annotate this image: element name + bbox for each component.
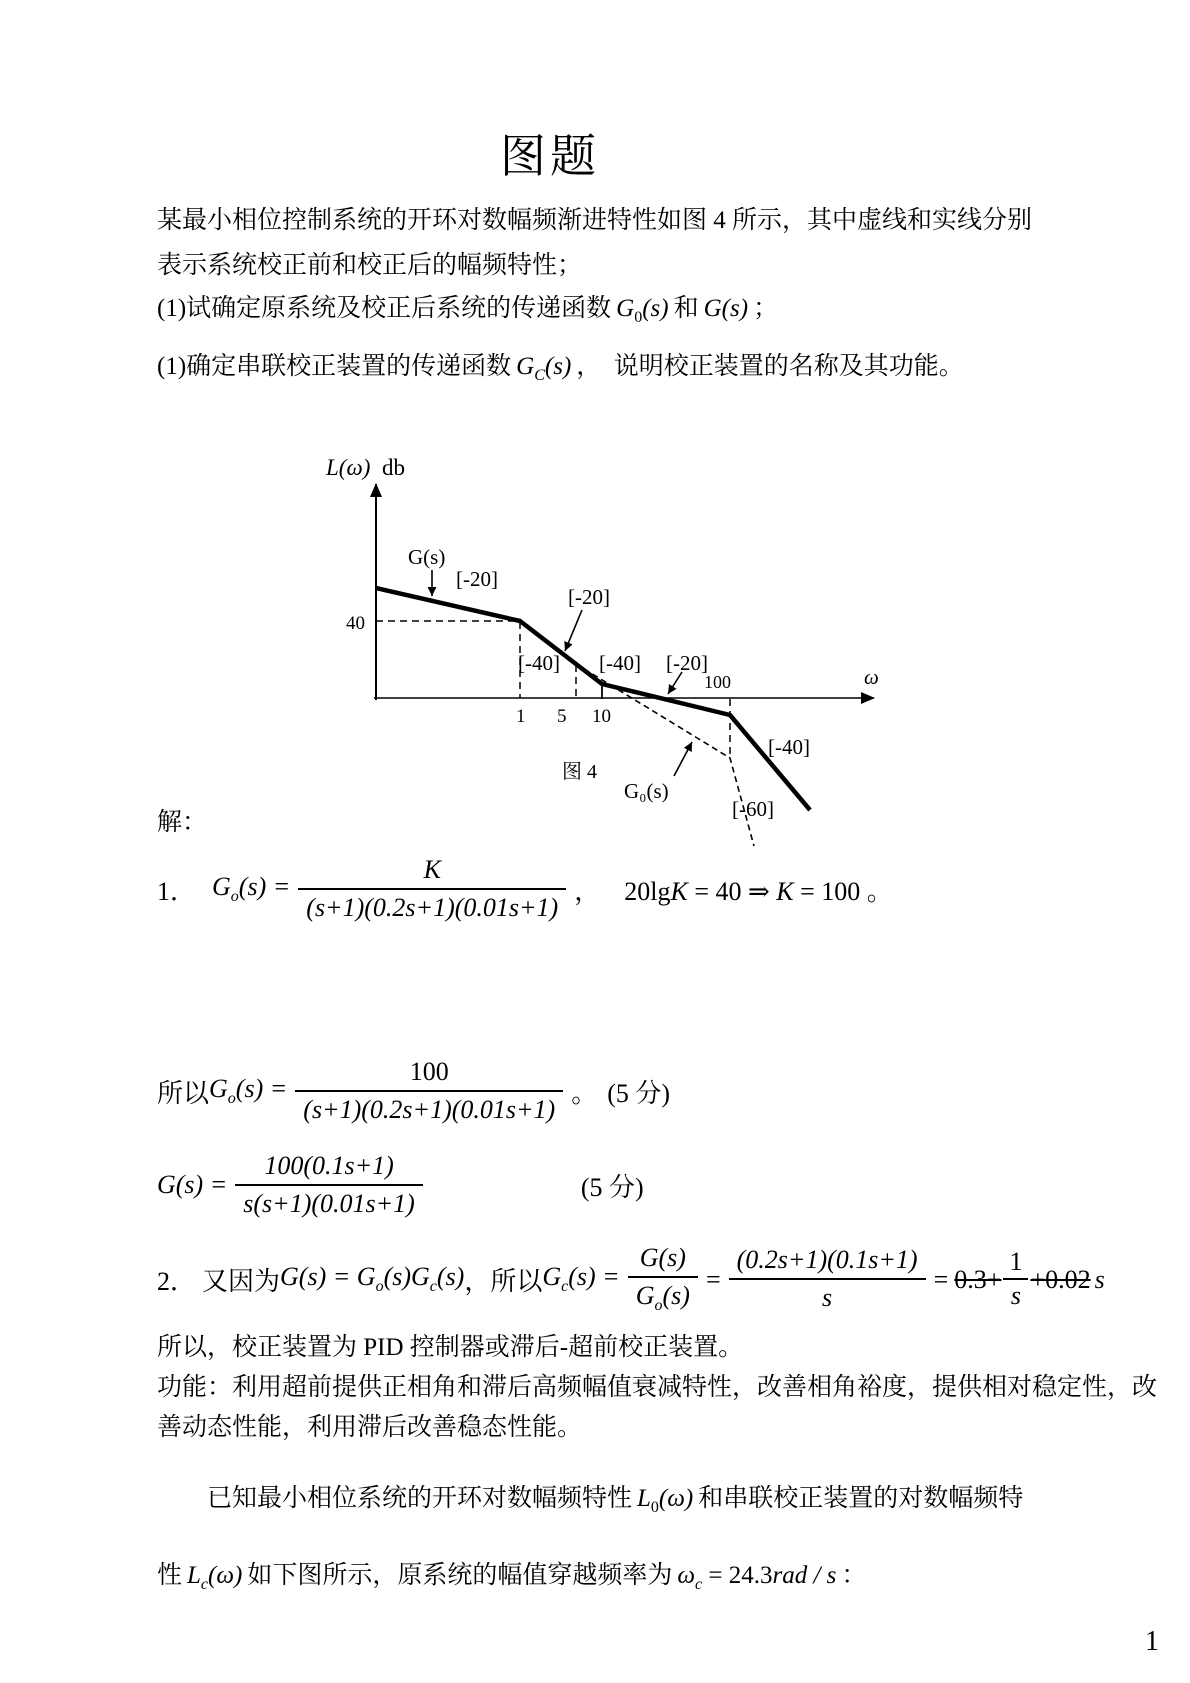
- eq1-lhs: $G_o(s)$ =: [212, 872, 291, 906]
- eq2-fraction: $\frac{100}{(s+1)(0.2s+1)(0.01s+1)}$: [295, 1058, 563, 1124]
- intro-line-1: 某最小相位控制系统的开环对数幅频渐进特性如图 4 所示，其中虚线和实线分别: [157, 207, 1033, 234]
- arrow-minus20-dashed: [565, 610, 582, 651]
- label-Gs: G(s): [408, 545, 446, 569]
- eq3-lhs: G(s) =: [157, 1170, 228, 1200]
- conclusion-line-1: 所以，校正装置为 PID 控制器或滞后-超前校正装置。: [157, 1334, 744, 1361]
- intro-paragraph: [157, 198, 1032, 288]
- solution-eq-4: [157, 1244, 1105, 1315]
- eq3-fraction: $\frac{100(0.1s+1)}{s(s+1)(0.01s+1)}$: [235, 1152, 423, 1218]
- math-Lcw: $L_c(\omega)$: [187, 1562, 243, 1593]
- math-G0s: $G_0(s)$: [616, 295, 669, 326]
- math-L0w: $L_0(\omega)$: [637, 1485, 694, 1516]
- eq4-eq1: =: [705, 1264, 721, 1294]
- math-wc-value: $\omega_c = 24.3rad / s$: [677, 1562, 837, 1593]
- question-1: [157, 288, 778, 327]
- solution-eq-3: [157, 1152, 644, 1218]
- intro-line-2: 表示系统校正前和校正后的幅频特性；: [157, 252, 583, 279]
- solution-eq-2: [157, 1058, 670, 1124]
- closing-line-1: 已知最小相位系统的开环对数幅频特性 $L_0(\omega)$ 和串联校正装置的对数幅频特: [207, 1485, 1024, 1516]
- eq4-fraction-3: $\frac{1}{s}$: [1003, 1248, 1028, 1310]
- eq1-fraction: $\frac{K}{(s+1)(0.2s+1)(0.01s+1)}$: [298, 856, 566, 922]
- x-axis-label: ω: [864, 665, 879, 689]
- math-Gs: G(s): [703, 295, 749, 322]
- figure-caption: 图 4: [562, 761, 597, 783]
- eq4-struck-2: +0.02: [1030, 1264, 1091, 1294]
- closing-line-2: 性 $L_c(\omega)$ 如下图所示，原系统的幅值穿越频率为 $\omega_c = 24.3rad / s$ ：: [157, 1562, 867, 1593]
- bode-plot-figure: [270, 418, 910, 850]
- math-GCs: $G_C(s)$: [516, 353, 572, 384]
- eq4-fraction-ratio: $\frac{G(s)}{G_o(s)}$: [628, 1244, 698, 1315]
- eq2-score: (5 分): [607, 1078, 671, 1108]
- solve-label: 解：: [157, 809, 208, 836]
- eq4-lhs: $G_c(s)$ =: [542, 1262, 620, 1296]
- conclusion-line-2: 功能：利用超前提供正相角和滞后高频幅值衰减特性，改善相角裕度，提供相对稳定性，改: [157, 1374, 1158, 1401]
- eq4-t2: ，所以: [464, 1267, 543, 1297]
- slope-minus60: [-60]: [732, 797, 774, 821]
- y-axis-label-unit: db: [382, 455, 405, 480]
- eq4-struck-1: 0.3+: [954, 1264, 1002, 1294]
- eq2-pre: 所以: [157, 1078, 210, 1108]
- eq1-number: 1．: [157, 876, 197, 906]
- slope-minus40-a: [-40]: [518, 651, 560, 675]
- eq4-number: 2．: [157, 1267, 197, 1297]
- question-2-text: (1)确定串联校正装置的传递函数: [157, 353, 512, 380]
- question-1-mid: 和: [673, 295, 699, 322]
- arrow-minus20-solid: [668, 672, 682, 694]
- eq2-end: 。: [571, 1078, 598, 1108]
- question-1-end: ；: [753, 295, 779, 322]
- arrow-G0s-label: [674, 742, 692, 776]
- conclusion-line-3: 善动态性能，利用滞后改善稳态性能。: [157, 1414, 583, 1441]
- slope-minus40-b: [-40]: [599, 651, 641, 675]
- eq4-t1: 又因为: [202, 1267, 281, 1297]
- eq3-score: (5 分): [580, 1172, 644, 1202]
- page-number: 1: [1145, 1626, 1159, 1657]
- closing-paragraph: [157, 1478, 1023, 1594]
- y-axis-label-math: L(ω): [326, 455, 371, 480]
- solution-eq-1: [157, 856, 893, 922]
- eq4-eq2: =: [933, 1264, 949, 1294]
- tick-10: 10: [592, 706, 611, 727]
- slope-minus20-b: [-20]: [568, 585, 610, 609]
- eq1-cond: 20lgK = 40 ⇒ K = 100 。: [624, 876, 893, 906]
- eq4-ratio-den: $G_o(s)$: [628, 1276, 698, 1316]
- conclusion-notes: [157, 1328, 1157, 1448]
- eq4-tail: s: [1094, 1264, 1105, 1294]
- question-2-end: ， 说明校正装置的名称及其功能。: [576, 353, 964, 380]
- question-1-text: (1)试确定原系统及校正后系统的传递函数: [157, 295, 612, 322]
- eq1-comma: ，: [574, 876, 601, 906]
- tick-1: 1: [516, 706, 526, 727]
- label-G0s: G₀(s): [624, 779, 669, 803]
- eq4-fraction-2: $\frac{(0.2s+1)(0.1s+1)}{s}$: [729, 1246, 926, 1312]
- eq4-identity: $G(s) = G_o(s)G_c(s)$: [280, 1262, 465, 1296]
- tick-100: 100: [704, 672, 731, 692]
- slope-minus20-a: [-20]: [456, 567, 498, 591]
- ylabel-40: 40: [346, 613, 365, 634]
- question-2: [157, 346, 964, 385]
- tick-5: 5: [557, 706, 567, 727]
- eq2-lhs: $G_o(s)$ =: [209, 1074, 288, 1108]
- page-title: 图题: [500, 131, 600, 182]
- slope-minus20-c: [-20]: [666, 651, 708, 675]
- slope-minus40-c: [-40]: [768, 735, 810, 759]
